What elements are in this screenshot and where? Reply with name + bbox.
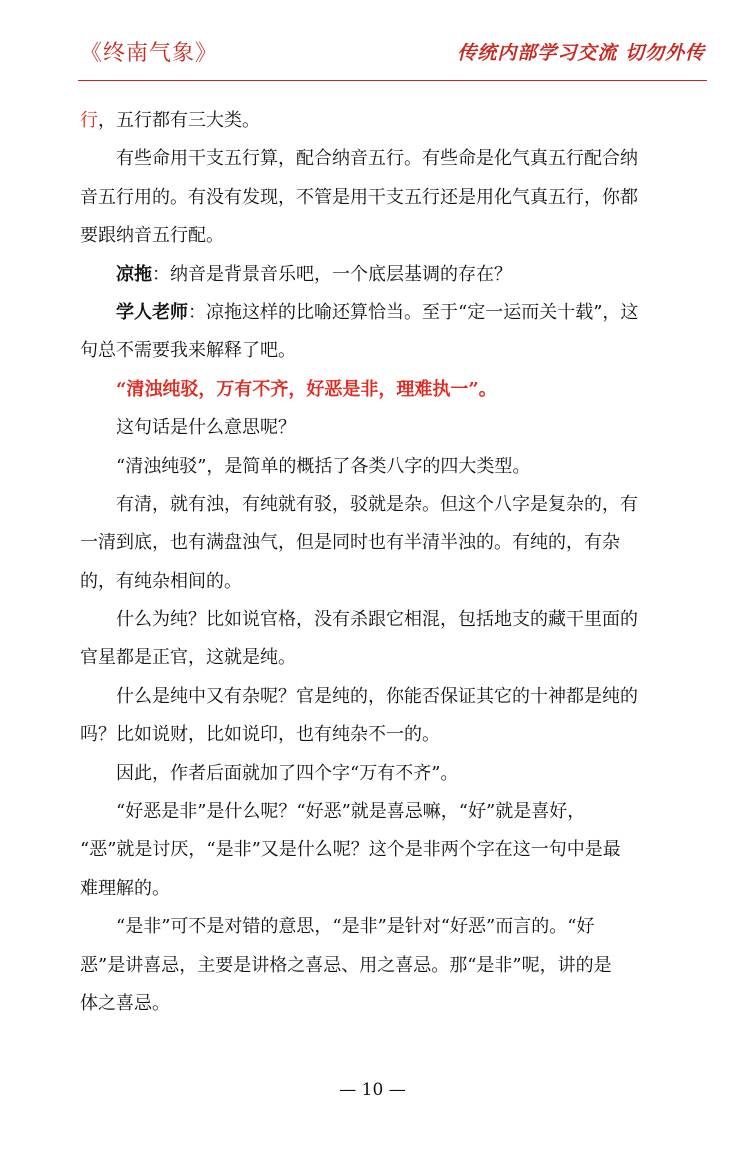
paragraph-line: “清浊纯驳”，是简单的概括了各类八字的四大类型。 (116, 455, 531, 477)
paragraph-line: 这句话是什么意思呢？ (116, 417, 296, 439)
paragraph-line: 句总不需要我来解释了吧。 (80, 340, 296, 362)
paragraph-line: 要跟纳音五行配。 (80, 225, 224, 247)
speech-text: ：凉拖这样的比喻还算恰当。至于“定一运而关十载”，这 (188, 301, 639, 323)
paragraph-line: “恶”就是讨厌，“是非”又是什么呢？这个是非两个字在这一句中是最 (80, 839, 621, 861)
paragraph-line: “好恶是非”是什么呢？“好恶”就是喜忌嘛，“好”就是喜好， (116, 801, 586, 823)
speaker-name: 凉拖 (116, 263, 152, 285)
page-header (0, 0, 745, 90)
paragraph-line: 恶”是讲喜忌，主要是讲格之喜忌、用之喜忌。那“是非”呢，讲的是 (80, 954, 612, 976)
paragraph-line: 体之喜忌。 (80, 992, 170, 1014)
header-divider (78, 80, 707, 81)
highlighted-char: 行 (80, 110, 98, 131)
dialogue-line (80, 294, 710, 332)
internal-use-slogan: 传统内部学习交流 切勿外传 (457, 42, 705, 64)
line-text: ，五行都有三大类。 (98, 110, 260, 131)
paragraph-line: 的，有纯杂相间的。 (80, 570, 242, 592)
paragraph-line: 音五行用的。有没有发现，不管是用干支五行还是用化气真五行，你都 (80, 186, 638, 208)
article-body (80, 102, 710, 1023)
speaker-name: 学人老师 (116, 301, 188, 323)
paragraph-line: 难理解的。 (80, 877, 170, 899)
paragraph-line: 吗？比如说财，比如说印，也有纯杂不一的。 (80, 724, 440, 746)
dialogue-line (80, 256, 710, 294)
speech-text: ：纳音是背景音乐吧，一个底层基调的存在？ (152, 263, 512, 285)
paragraph-line: 有些命用干支五行算，配合纳音五行。有些命是化气真五行配合纳 (116, 148, 638, 170)
publication-title: 《终南气象》 (80, 41, 219, 66)
paragraph-line: “是非”可不是对错的意思，“是非”是针对“好恶”而言的。“好 (116, 916, 595, 938)
paragraph-line: 一清到底，也有满盘浊气，但是同时也有半清半浊的。有纯的，有杂 (80, 532, 620, 554)
page-number: — 10 — (339, 1080, 406, 1100)
paragraph-line: 什么是纯中又有杂呢？官是纯的，你能否保证其它的十神都是纯的 (116, 685, 638, 707)
paragraph-line: 官星都是正官，这就是纯。 (80, 647, 296, 669)
classic-quote: “清浊纯驳，万有不齐，好恶是非，理难执一”。 (116, 378, 497, 400)
paragraph-line: 因此，作者后面就加了四个字“万有不齐”。 (116, 762, 459, 784)
paragraph-line: 有清，就有浊，有纯就有驳，驳就是杂。但这个八字是复杂的，有 (116, 493, 638, 515)
paragraph-line (80, 102, 710, 140)
paragraph-line: 什么为纯？比如说官格，没有杀跟它相混，包括地支的藏干里面的 (116, 609, 638, 631)
